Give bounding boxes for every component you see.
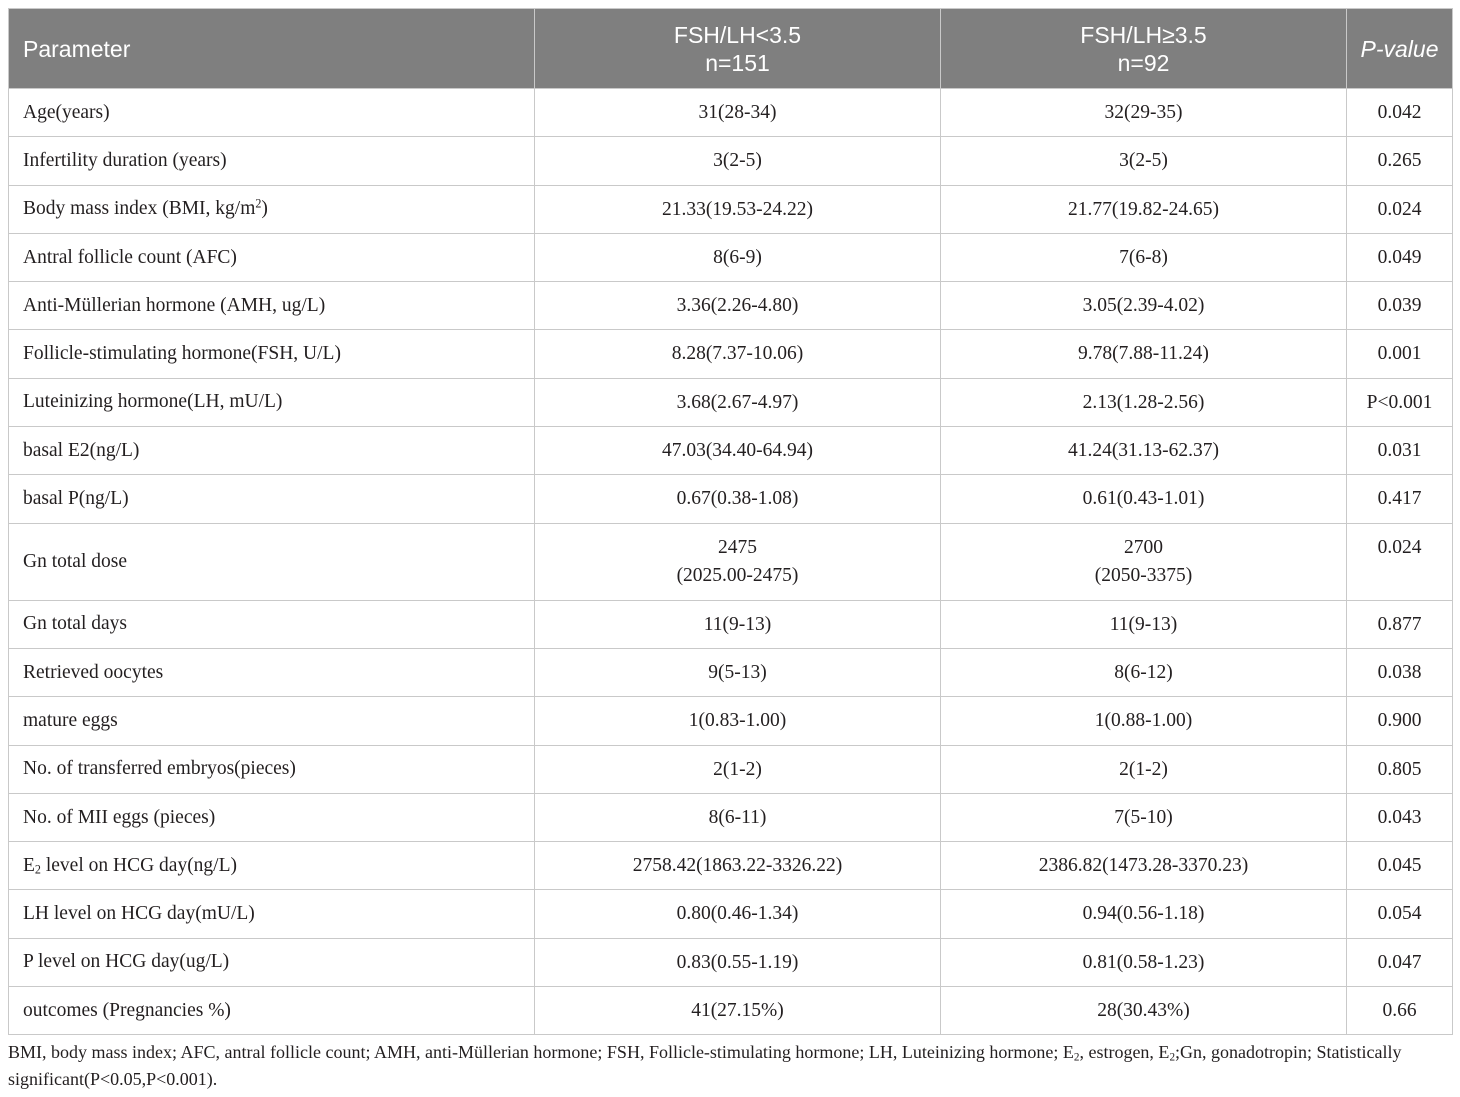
group-2-value-cell <box>941 842 1347 890</box>
value-line: 2.13(1.28-2.56) <box>1082 391 1205 413</box>
header-group-count: n=151 <box>705 49 770 76</box>
value-line: 11(9-13) <box>703 613 772 635</box>
p-value-cell: 0.042 <box>1347 89 1453 137</box>
value-line: 2758.42(1863.22-3326.22) <box>632 855 843 877</box>
text-run: BMI, body mass index; AFC, antral follicle count; AMH, anti-Müllerian hormone; FSH, Follicle-stimulating hormone; LH, Luteinizing hormone; E <box>8 1042 1074 1063</box>
header-row <box>9 9 1453 89</box>
table-row <box>9 233 1453 281</box>
table-row <box>9 185 1453 233</box>
table-row <box>9 282 1453 330</box>
text-run: No. of MII eggs (pieces) <box>23 806 216 828</box>
header-group-label: FSH/LH<3.5 <box>673 21 802 48</box>
p-value-cell: 0.265 <box>1347 137 1453 185</box>
parameter-cell <box>9 987 535 1035</box>
text-run: E <box>23 854 35 876</box>
value-line: 28(30.43%) <box>1097 1000 1190 1022</box>
text-run: mature eggs <box>23 709 118 731</box>
value-line: 9(5-13) <box>708 661 767 683</box>
text-run: Body mass index (BMI, kg/m <box>23 198 256 220</box>
parameter-cell <box>9 137 535 185</box>
parameter-cell <box>9 378 535 426</box>
text-run: outcomes (Pregnancies %) <box>23 999 231 1021</box>
value-line: 41.24(31.13-62.37) <box>1067 440 1220 462</box>
group-1-value-cell <box>535 745 941 793</box>
value-line: 31(28-34) <box>698 102 777 123</box>
p-value-cell: 0.024 <box>1347 523 1453 600</box>
group-2-value-cell <box>941 475 1347 523</box>
group-1-value-cell <box>535 987 941 1035</box>
text-run: level on HCG day(ng/L) <box>40 854 238 876</box>
value-line: 32(29-35) <box>1104 102 1183 123</box>
p-value-cell: 0.045 <box>1347 842 1453 890</box>
subscript: 2 <box>34 862 41 877</box>
parameter-cell <box>9 523 535 600</box>
text-run: basal E2(ng/L) <box>23 439 140 461</box>
header-group-label: FSH/LH≥3.5 <box>1080 21 1207 48</box>
parameter-cell <box>9 890 535 938</box>
text-run: Infertility duration (years) <box>23 149 227 171</box>
parameter-cell <box>9 648 535 696</box>
value-line: 0.81(0.58-1.23) <box>1082 951 1205 973</box>
table-figure <box>8 8 1452 1093</box>
group-1-value-cell <box>535 89 941 137</box>
value-line: 41(27.15%) <box>691 1000 784 1022</box>
p-value-cell: 0.001 <box>1347 330 1453 378</box>
p-value-cell: 0.66 <box>1347 987 1453 1035</box>
value-line: 11(9-13) <box>1109 613 1178 635</box>
table-header <box>9 9 1453 89</box>
group-2-value-cell <box>941 697 1347 745</box>
subscript: 2 <box>1073 1051 1080 1064</box>
value-line: 1(0.83-1.00) <box>688 710 787 732</box>
table-footnote <box>8 1039 1452 1093</box>
p-value-cell: 0.031 <box>1347 427 1453 475</box>
parameter-cell <box>9 745 535 793</box>
parameter-cell <box>9 793 535 841</box>
text-run: Gn total days <box>23 613 127 635</box>
p-value-cell: 0.043 <box>1347 793 1453 841</box>
table-row <box>9 745 1453 793</box>
value-line: 0.80(0.46-1.34) <box>676 903 799 925</box>
group-1-value-cell <box>535 330 941 378</box>
group-2-value-cell <box>941 233 1347 281</box>
parameter-cell <box>9 842 535 890</box>
group-2-value-cell <box>941 745 1347 793</box>
p-value-cell: 0.039 <box>1347 282 1453 330</box>
table-row <box>9 378 1453 426</box>
value-line: 0.61(0.43-1.01) <box>1082 488 1205 510</box>
p-value-cell: 0.900 <box>1347 697 1453 745</box>
value-line: 3(2-5) <box>1119 150 1168 172</box>
value-line: 2386.82(1473.28-3370.23) <box>1038 855 1249 877</box>
parameter-cell <box>9 185 535 233</box>
value-line: 2(1-2) <box>1119 758 1168 780</box>
p-value-cell: 0.417 <box>1347 475 1453 523</box>
table-body <box>9 89 1453 1035</box>
value-line: 8(6-9) <box>713 246 762 268</box>
value-line: 21.77(19.82-24.65) <box>1067 198 1220 220</box>
value-line: 3(2-5) <box>713 150 762 172</box>
value-line: 21.33(19.53-24.22) <box>661 198 814 220</box>
header-parameter: Parameter <box>9 9 535 89</box>
p-value-cell: 0.038 <box>1347 648 1453 696</box>
group-1-value-cell <box>535 890 941 938</box>
group-2-value-cell <box>941 938 1347 986</box>
value-line: 3.68(2.67-4.97) <box>676 391 799 413</box>
comparison-table <box>8 8 1453 1035</box>
table-row <box>9 938 1453 986</box>
text-run: LH level on HCG day(mU/L) <box>23 903 255 925</box>
group-1-value-cell <box>535 233 941 281</box>
table-row <box>9 648 1453 696</box>
table-row <box>9 427 1453 475</box>
table-row <box>9 842 1453 890</box>
table-row <box>9 697 1453 745</box>
p-value-cell: 0.047 <box>1347 938 1453 986</box>
header-group-1 <box>535 9 941 89</box>
value-line: 1(0.88-1.00) <box>1094 710 1193 732</box>
text-run: Luteinizing hormone(LH, mU/L) <box>23 391 283 413</box>
group-1-value-cell <box>535 793 941 841</box>
header-p-value: P-value <box>1347 9 1453 89</box>
group-1-value-cell <box>535 427 941 475</box>
group-2-value-cell <box>941 890 1347 938</box>
group-2-value-cell <box>941 330 1347 378</box>
table-row <box>9 600 1453 648</box>
value-line: 3.05(2.39-4.02) <box>1082 295 1205 317</box>
value-line: 7(6-8) <box>1119 246 1168 268</box>
parameter-cell <box>9 697 535 745</box>
value-line: (2025.00-2475) <box>676 564 799 586</box>
table-row <box>9 890 1453 938</box>
text-run: ) <box>261 198 268 220</box>
text-run: Gn total dose <box>23 550 127 572</box>
group-2-value-cell <box>941 523 1347 600</box>
text-run: , estrogen, E <box>1079 1042 1170 1063</box>
value-line: 0.94(0.56-1.18) <box>1082 903 1205 925</box>
table-row <box>9 137 1453 185</box>
table-row <box>9 793 1453 841</box>
parameter-cell <box>9 89 535 137</box>
text-run: basal P(ng/L) <box>23 488 129 510</box>
text-run: Anti-Müllerian hormone (AMH, ug/L) <box>23 294 326 316</box>
p-value-cell: 0.054 <box>1347 890 1453 938</box>
group-1-value-cell <box>535 185 941 233</box>
value-line: 47.03(34.40-64.94) <box>661 440 814 462</box>
table-row <box>9 987 1453 1035</box>
group-1-value-cell <box>535 282 941 330</box>
value-line: 8(6-11) <box>708 806 767 828</box>
header-group-2 <box>941 9 1347 89</box>
value-line: 8(6-12) <box>1114 661 1173 683</box>
group-2-value-cell <box>941 282 1347 330</box>
superscript: 2 <box>255 196 262 211</box>
text-run: P level on HCG day(ug/L) <box>23 951 230 973</box>
group-2-value-cell <box>941 793 1347 841</box>
header-group-count: n=92 <box>1117 49 1170 76</box>
p-value-cell: P<0.001 <box>1347 378 1453 426</box>
table-row <box>9 523 1453 600</box>
value-line: 0.83(0.55-1.19) <box>676 951 799 973</box>
value-line: 2475 <box>718 536 757 558</box>
value-line: 7(5-10) <box>1114 806 1173 828</box>
group-2-value-cell <box>941 137 1347 185</box>
parameter-cell <box>9 600 535 648</box>
subscript: 2 <box>1169 1051 1176 1064</box>
value-line: 2(1-2) <box>713 758 762 780</box>
group-2-value-cell <box>941 89 1347 137</box>
group-1-value-cell <box>535 475 941 523</box>
parameter-cell <box>9 475 535 523</box>
text-run: Antral follicle count (AFC) <box>23 246 237 268</box>
text-run: No. of transferred embryos(pieces) <box>23 758 296 780</box>
value-line: 8.28(7.37-10.06) <box>671 343 804 365</box>
parameter-cell <box>9 330 535 378</box>
value-line: 9.78(7.88-11.24) <box>1078 343 1209 365</box>
group-1-value-cell <box>535 842 941 890</box>
text-run: Age(years) <box>23 101 110 123</box>
group-1-value-cell <box>535 938 941 986</box>
group-1-value-cell <box>535 378 941 426</box>
p-value-cell: 0.805 <box>1347 745 1453 793</box>
text-run: Follicle-stimulating hormone(FSH, U/L) <box>23 343 341 365</box>
group-1-value-cell <box>535 523 941 600</box>
table-row <box>9 89 1453 137</box>
table-row <box>9 475 1453 523</box>
p-value-cell: 0.049 <box>1347 233 1453 281</box>
text-run: Retrieved oocytes <box>23 661 164 683</box>
value-line: 3.36(2.26-4.80) <box>676 295 799 317</box>
group-1-value-cell <box>535 137 941 185</box>
parameter-cell <box>9 427 535 475</box>
parameter-cell <box>9 938 535 986</box>
group-2-value-cell <box>941 378 1347 426</box>
group-2-value-cell <box>941 427 1347 475</box>
table-row <box>9 330 1453 378</box>
p-value-cell: 0.024 <box>1347 185 1453 233</box>
group-1-value-cell <box>535 697 941 745</box>
value-line: 0.67(0.38-1.08) <box>676 488 799 510</box>
group-2-value-cell <box>941 600 1347 648</box>
group-1-value-cell <box>535 600 941 648</box>
parameter-cell <box>9 282 535 330</box>
group-1-value-cell <box>535 648 941 696</box>
p-value-cell: 0.877 <box>1347 600 1453 648</box>
text-run: ;Gn, gonadotropin; Statistically significant(P<0.05,P<0.001). <box>8 1042 1402 1090</box>
value-line: 2700 <box>1124 536 1163 558</box>
parameter-cell <box>9 233 535 281</box>
group-2-value-cell <box>941 987 1347 1035</box>
group-2-value-cell <box>941 185 1347 233</box>
group-2-value-cell <box>941 648 1347 696</box>
value-line: (2050-3375) <box>1094 564 1193 586</box>
